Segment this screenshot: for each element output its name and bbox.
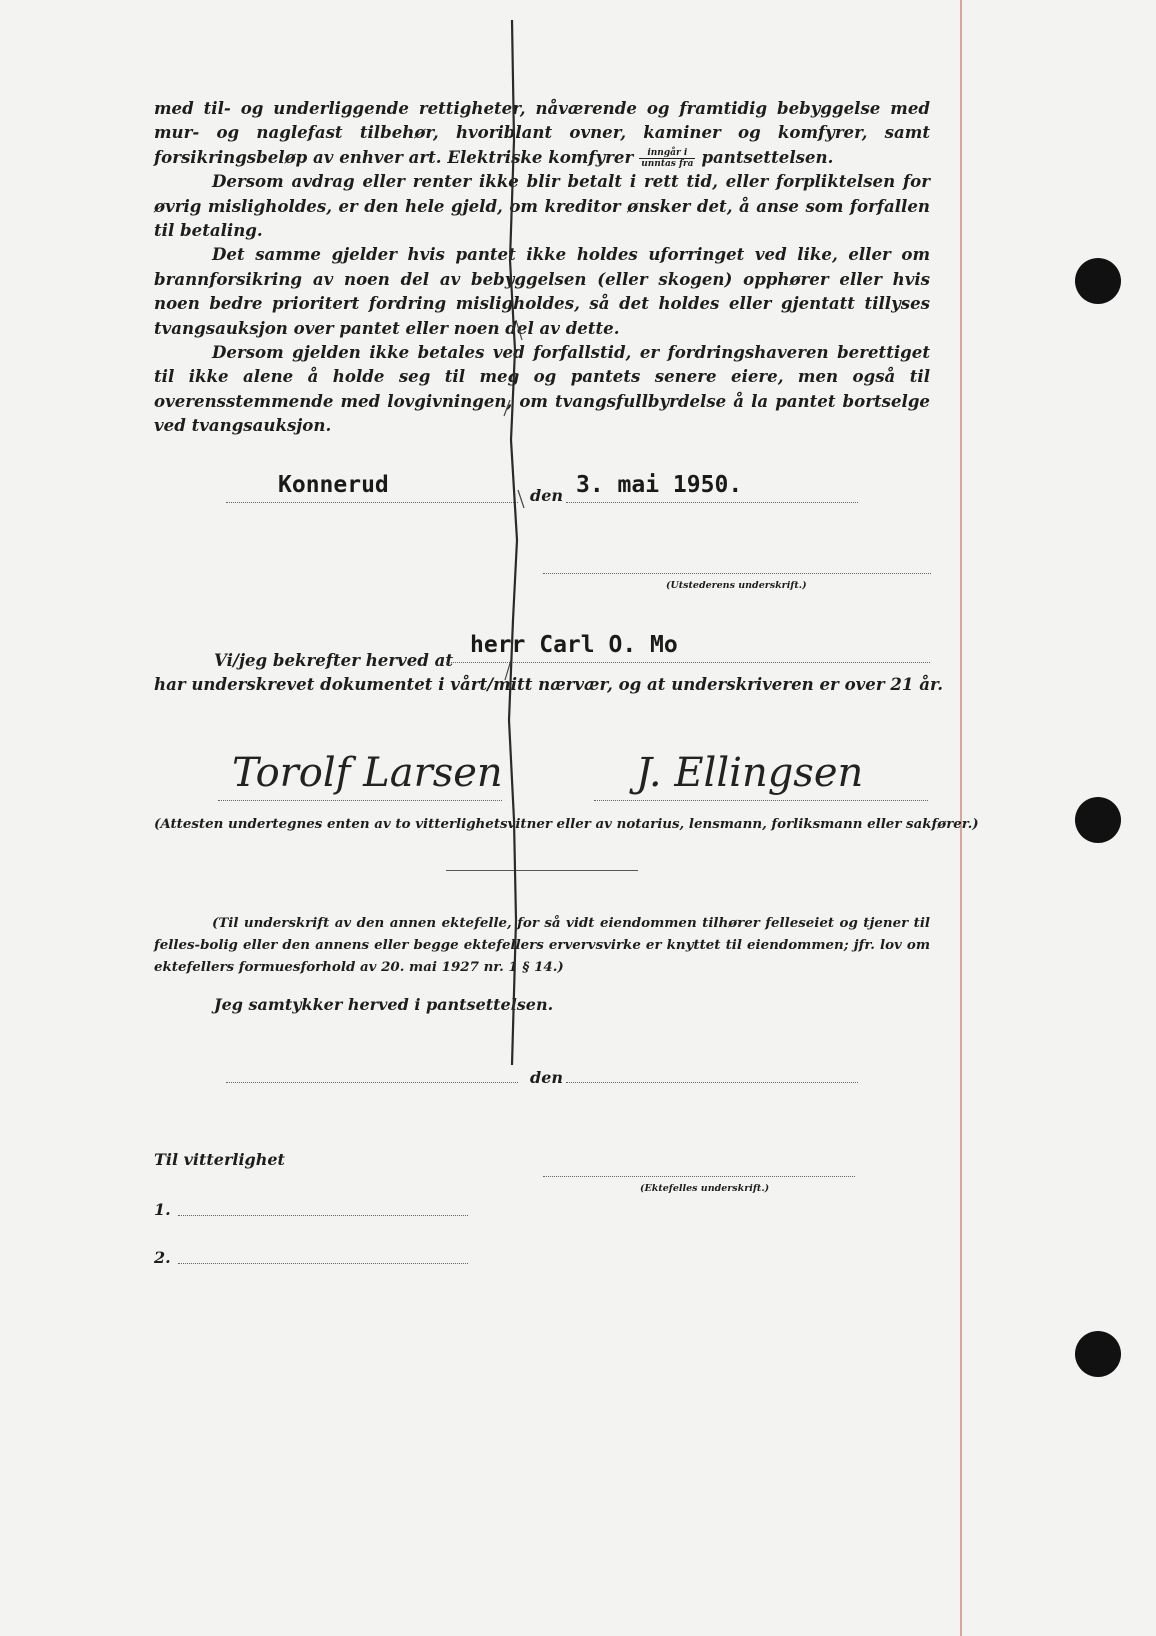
fraction-choice: $\frac{\text{inngår i}}{\text{unntas fra}}$ (641, 147, 694, 169)
spouse-witness-line-2 (178, 1263, 468, 1264)
paragraph-3: Det samme gjelder hvis pantet ikke holdes uforringet ved like, eller om brannforsikring av noen del av bebyggelsen (eller skogen) opphører eller hvis noen bedre prioritert fordring misligholdes, så det holdes eller gjentatt tillyses tvangsauksjon over pantet eller noen del av dette. (154, 244, 930, 338)
consent-statement: Jeg samtykker herved i pantsettelsen. (214, 995, 554, 1014)
witness-prefix: Vi/jeg bekrefter herved at (214, 650, 454, 670)
place-line (226, 502, 518, 503)
paragraph-2: Dersom avdrag eller renter ikke blir betalt i rett tid, eller forpliktelsen for øvrig misligholdes, er den hele gjeld, om kreditor ønsker det, å anse som forfallen til betaling. (154, 171, 930, 241)
paragraph-4: Dersom gjelden ikke betales ved forfallstid, er fordringshaveren berettiget til ikke alene å holde seg til meg og pantets senere eiere, men også til overensstemmende med lovgivningen, om tvangsfullbyrdelse å la pantet bortselge ved tvangsauksjon. (154, 342, 930, 436)
spouse-signature-line (543, 1176, 855, 1177)
witness-statement: har underskrevet dokumentet i vårt/mitt nærvær, og at underskriveren er over 21 år. (154, 674, 943, 694)
den-label-2: den (530, 1068, 563, 1087)
separator-line (446, 870, 638, 871)
issuer-signature-caption: (Utstederens underskrift.) (666, 580, 807, 591)
mortgage-terms-text (154, 96, 930, 438)
date-line (566, 502, 858, 503)
til-vitterlighet-heading: Til vitterlighet (154, 1150, 285, 1169)
witness-line-1 (218, 800, 502, 801)
place-line-2 (226, 1082, 518, 1083)
spouse-note: (Til underskrift av den annen ektefelle, for så vidt eiendommen tilhører felleseiet og tjener til felles-bolig eller den annens eller begge ektefellers ervervsvirke er knyttet til eiendommen; jfr. lov om ektefellers formuesforhold av 20. mai 1927 nr. 1 § 14.) (154, 915, 930, 975)
spouse-witness-line-1 (178, 1215, 468, 1216)
witness-signature-2: J. Ellingsen (636, 750, 864, 796)
witness-number-1: 1. (154, 1200, 171, 1219)
spouse-signature-caption: (Ektefelles underskrift.) (640, 1183, 770, 1194)
paragraph-1: med til- og underliggende rettigheter, nåværende og framtidig bebyggelse med mur- og naglefast tilbehør, hvoriblant ovner, kaminer og komfyrer, samt forsikringsbeløp av enhver art. Elektriske komfyrer $\frac{\text{inngår i}}{\text{unntas fra}}$ pantsettelsen. (154, 98, 930, 169)
witness-caption: (Attesten undertegnes enten av to vitterlighetsvitner eller av notarius, lensmann, forliksmann eller sakfører.) (154, 816, 979, 832)
date-line-2 (566, 1082, 858, 1083)
witness-number-2: 2. (154, 1248, 171, 1267)
punch-hole-top (1075, 258, 1121, 304)
den-label: den (530, 486, 563, 505)
issuer-signature-line (543, 573, 931, 574)
witness-line-2 (594, 800, 928, 801)
place-field: Konnerud (278, 472, 389, 498)
date-field: 3. mai 1950. (576, 472, 743, 498)
signer-name: herr Carl O. Mo (470, 632, 678, 658)
witness-signature-1: Torolf Larsen (232, 750, 503, 796)
punch-hole-bottom (1075, 1331, 1121, 1377)
paper-fold-mark (492, 20, 532, 1065)
punch-hole-middle (1075, 797, 1121, 843)
